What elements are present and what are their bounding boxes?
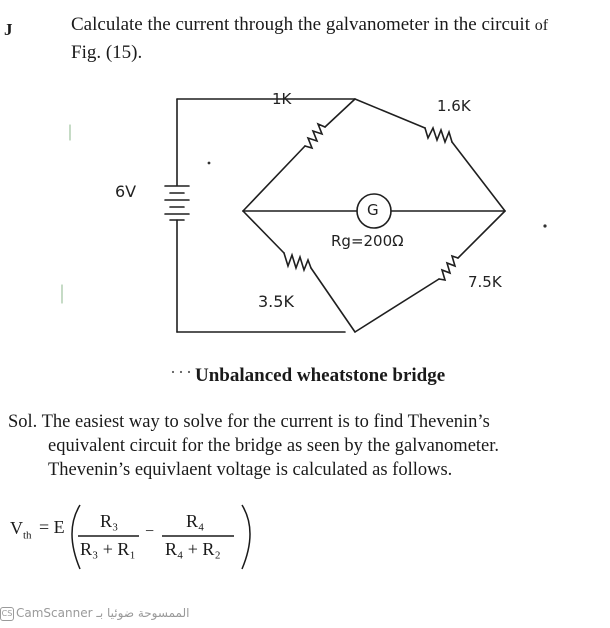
formula-equals: = E — [39, 517, 65, 537]
formula-frac1-num: R₃ — [100, 511, 119, 531]
rg-label: Rg=200Ω — [331, 232, 404, 250]
formula-left-paren — [72, 505, 80, 569]
question-line-2: Fig. (15). — [71, 42, 143, 63]
r2-label: 1.6K — [437, 97, 471, 115]
formula-frac2-num: R₄ — [186, 511, 205, 531]
solution-prefix: Sol. — [8, 412, 38, 432]
galvanometer-symbol: G — [367, 201, 379, 219]
figure-caption: Unbalanced wheatstone bridge — [195, 365, 446, 386]
solution-line-1-text: The easiest way to solve for the current is to find Thevenin’s — [41, 412, 490, 432]
battery-label: 6V — [115, 182, 137, 201]
solution-line-2: equivalent circuit for the bridge as seen by the galvanometer. — [48, 436, 500, 456]
question-text: Calculate the current through the galvanometer in the circuit — [71, 14, 530, 35]
question-text-tail: of — [534, 17, 549, 34]
watermark-text: CamScanner الممسوحة ضوئيا بـ — [16, 606, 190, 620]
formula-frac1-den: R₃ + R₁ — [80, 539, 136, 559]
formula-v: V — [10, 518, 23, 538]
caption-dots: ··· — [170, 362, 194, 382]
formula-subscript: th — [23, 529, 32, 542]
formula-frac2-den: R₄ + R₂ — [165, 539, 221, 559]
question-marker: J — [4, 20, 13, 39]
scanner-watermark — [0, 606, 189, 621]
solution-line-3: Thevenin’s equivlaent voltage is calculated as follows. — [48, 460, 453, 480]
cs-scanner-icon: CS — [0, 607, 14, 621]
r3-label: 3.5K — [258, 292, 294, 311]
formula-minus: − — [145, 523, 155, 540]
r4-label: 7.5K — [468, 273, 502, 291]
formula-right-paren — [242, 505, 250, 569]
r1-label: 1K — [272, 90, 292, 108]
